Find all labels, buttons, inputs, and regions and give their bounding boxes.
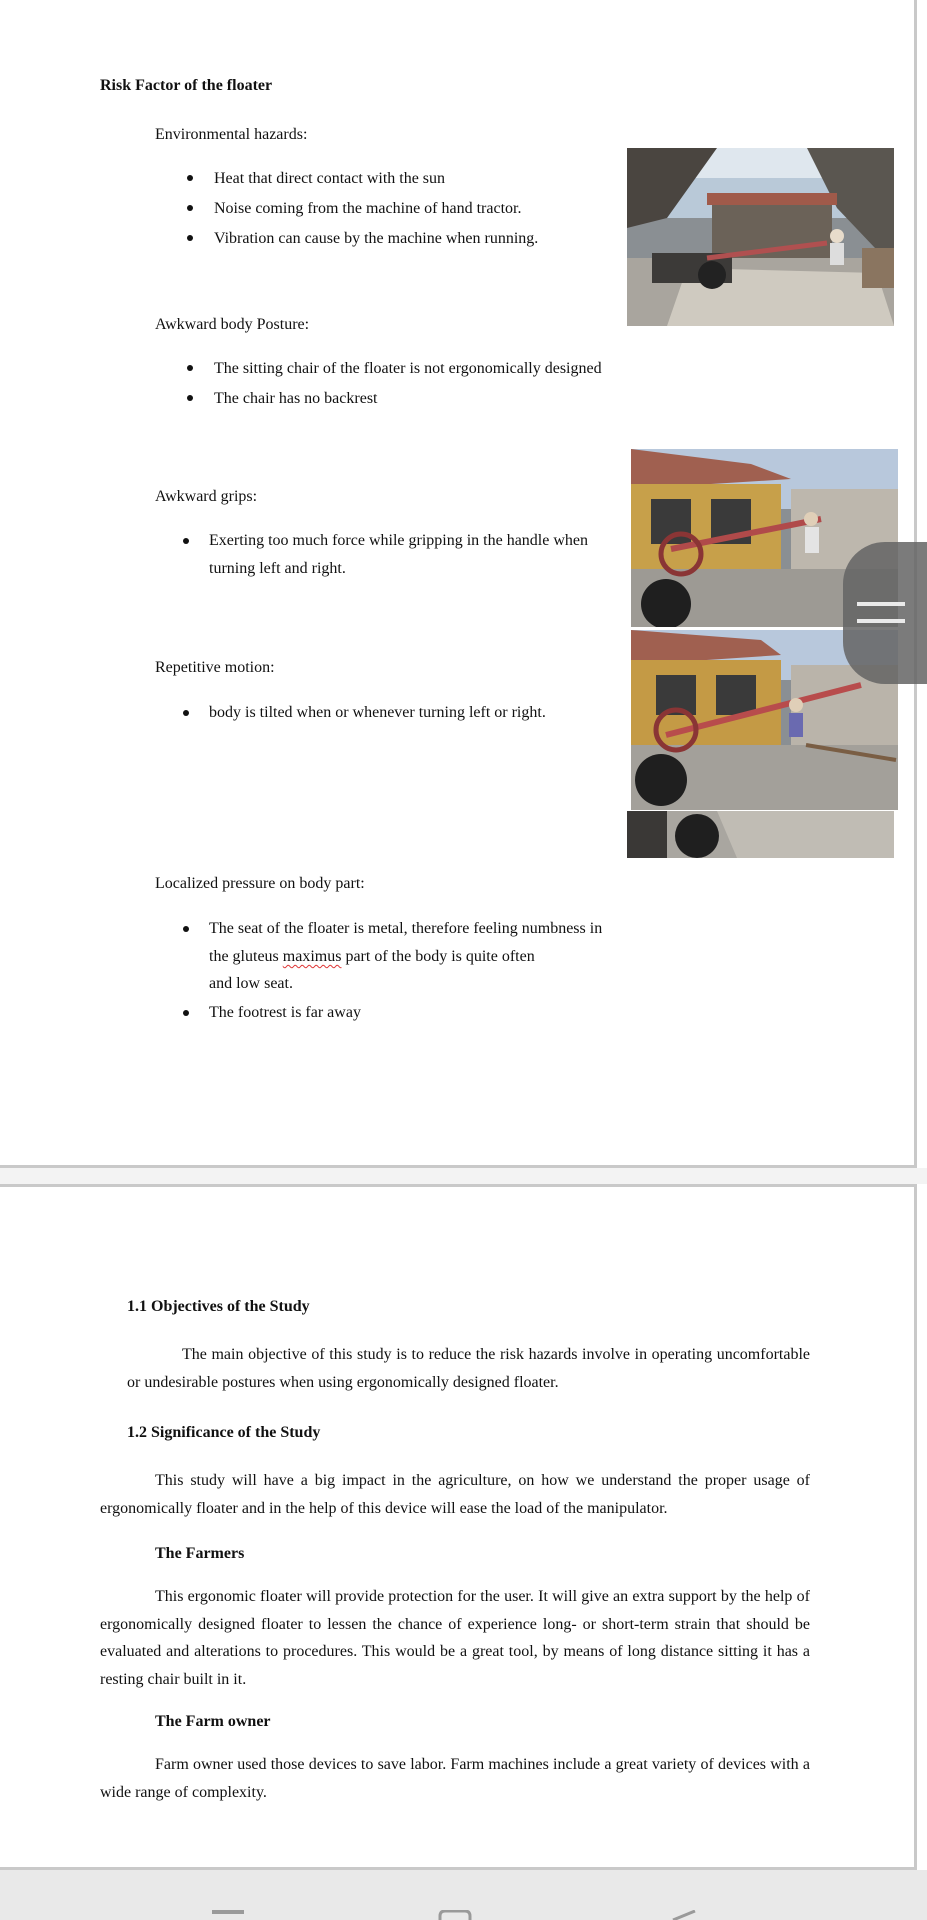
bullet [187, 365, 193, 371]
list-item: Heat that direct contact with the sun [214, 170, 446, 187]
bullet [187, 175, 193, 181]
home-icon[interactable] [438, 1910, 472, 1920]
list-item: The chair has no backrest [214, 390, 378, 407]
paragraph-objectives: The main objective of this study is to reduce the risk hazards involve in operating uncomfortable or undesirable postures when using ergonomically designed floater. [127, 1346, 810, 1391]
bullet [183, 710, 189, 716]
bullet [183, 926, 189, 932]
subheading-farmers: The Farmers [155, 1545, 245, 1562]
grips-title: Awkward grips: [155, 488, 258, 505]
photo-image [627, 148, 894, 326]
bullet [183, 1010, 189, 1016]
text-run: part of the body is quite often [341, 948, 535, 965]
env-hazards-title: Environmental hazards: [155, 126, 308, 143]
pressure-title: Localized pressure on body part: [155, 875, 365, 892]
list-item: The sitting chair of the floater is not ergonomically designed [214, 360, 602, 377]
list-item: body is tilted when or whenever turning left or right. [209, 704, 546, 721]
bullet [187, 235, 193, 241]
list-item-line: Exerting too much force while gripping in the handle when [209, 532, 589, 549]
photo-hand-tractor-1[interactable] [627, 148, 894, 326]
text-run: the gluteus [209, 948, 283, 965]
bullet [187, 205, 193, 211]
list-item-line [209, 943, 535, 970]
paragraph-significance: This study will have a big impact in the agriculture, on how we understand the proper usage of ergonomically floater and in the help of this device will ease the load of the manipulator. [100, 1472, 810, 1517]
scroll-handle-icon[interactable] [843, 542, 927, 684]
scroll-handle-line [857, 602, 905, 606]
system-nav-bar [0, 1870, 927, 1920]
posture-title: Awkward body Posture: [155, 316, 310, 333]
back-icon[interactable] [665, 1910, 697, 1920]
list-item-line: turning left and right. [209, 560, 346, 577]
bullet [183, 538, 189, 544]
paragraph-farmers: This ergonomic floater will provide protection for the user. It will give an extra support by the help of ergonomically designed floater to lessen the chance of experience long- or short-term strain that should be evaluated and alterations to procedures. This would be a great tool, by means of long distance sitting it has a resting chair built in it. [100, 1588, 810, 1688]
photo-hand-tractor-strip[interactable] [627, 811, 894, 858]
list-item: Noise coming from the machine of hand tractor. [214, 200, 522, 217]
paragraph-farm-owner: Farm owner used those devices to save labor. Farm machines include a great variety of devices with a wide range of complexity. [100, 1756, 810, 1801]
motion-title: Repetitive motion: [155, 659, 275, 676]
page-gap [0, 1168, 927, 1184]
list-item-line: and low seat. [209, 975, 293, 992]
list-item-line: The seat of the floater is metal, therefore feeling numbness in [209, 920, 603, 937]
subheading-farm-owner: The Farm owner [155, 1713, 271, 1730]
recent-apps-icon[interactable] [210, 1910, 246, 1920]
photo-image [627, 811, 894, 858]
section-heading-risk-factor: Risk Factor of the floater [100, 77, 273, 94]
document-page-2 [0, 1184, 917, 1870]
bullet [187, 395, 193, 401]
scroll-handle-line [857, 619, 905, 623]
section-heading-significance: 1.2 Significance of the Study [127, 1424, 321, 1441]
list-item: The footrest is far away [209, 1004, 361, 1021]
spellcheck-word[interactable]: maximus [282, 948, 342, 965]
list-item: Vibration can cause by the machine when running. [214, 230, 539, 247]
section-heading-objectives: 1.1 Objectives of the Study [127, 1298, 310, 1315]
